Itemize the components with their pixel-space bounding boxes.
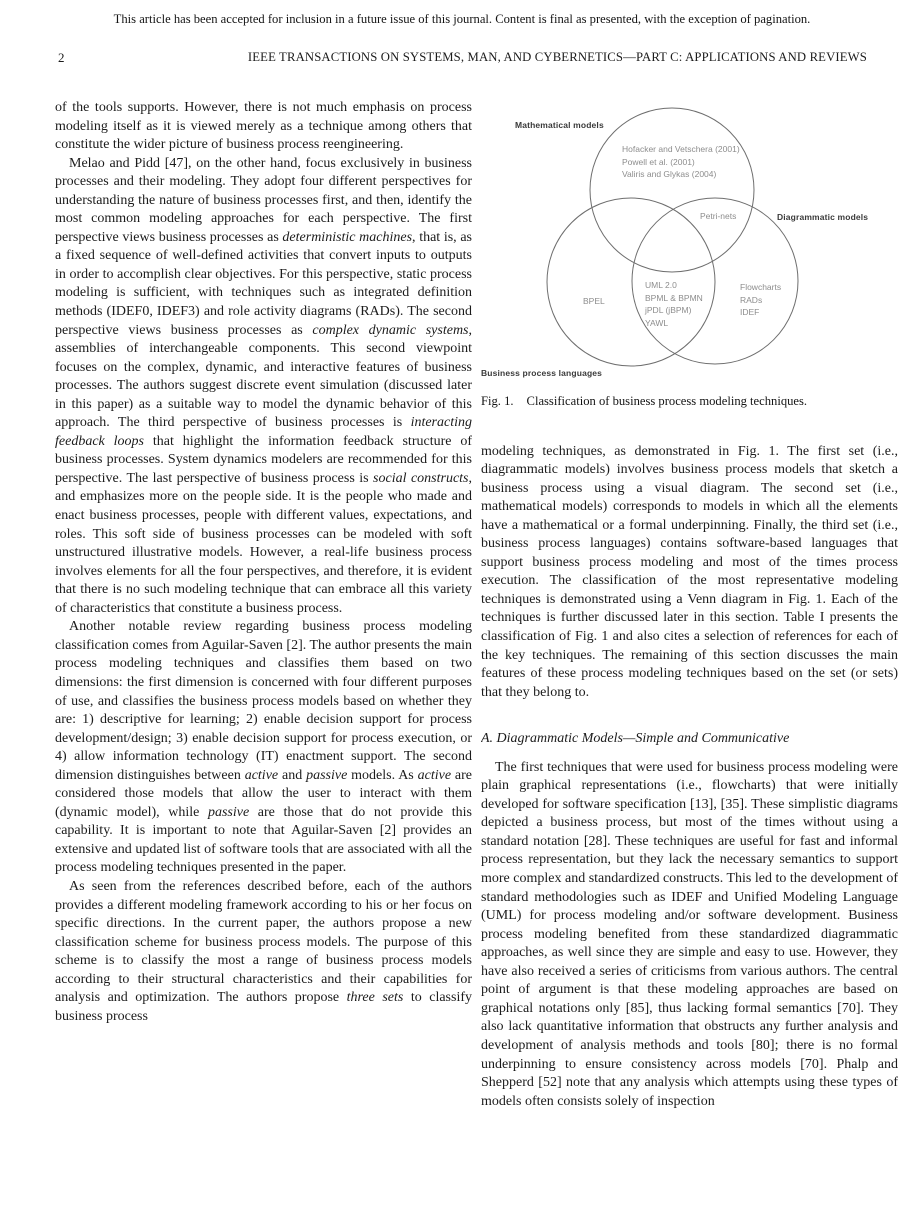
set-label-mathematical-models: Mathematical models — [515, 120, 604, 130]
all-three-intersection-items — [645, 279, 703, 330]
acceptance-notice: This article has been accepted for inclusion in a future issue of this journal. Content is final as presented, with the exception of pagination. — [113, 12, 811, 26]
figure-caption-text: Classification of business process modeling techniques. — [526, 394, 808, 408]
running-title: IEEE TRANSACTIONS ON SYSTEMS, MAN, AND CYBERNETICS—PART C: APPLICATIONS AND REVIEWS — [247, 50, 867, 64]
venn-item: BPML & BPMN — [645, 292, 703, 303]
venn-item: jPDL (jBPM) — [645, 305, 692, 316]
venn-item: IDEF — [740, 307, 760, 318]
venn-item: Flowcharts — [740, 282, 782, 292]
venn-item: YAWL — [645, 318, 669, 329]
venn-item: Powell et al. (2001) — [622, 156, 695, 167]
paragraph: The first techniques that were used for business process modeling were plain graphical representations (i.e., flowcharts) that were initially developed for software specification [13], [35]. These simplistic diagrams depicted a business process, but most of the times without using a standard notation [28]. These techniques are useful for fast and informal process representation, but they lack the necessary semantics to support more complex and standardized constructs. This led to the development of standard methodologies such as IDEF and Unified Modeling Language (UML) for process modeling and/or software development. Business process modeling benefited from these standardized diagrammatic approaches, as well since they are simple and easy to use. However, they have also received a series of criticisms from various authors. The central point of argument is that these modeling approaches are based on graphical notations only [85], thus lacking formal semantics [70]. They also lack quantitative information that obstructs any further analysis and development of analysis methods and tools [80]; there is no formal underpinning to ensure consistency across models [70]. Phalp and Shepperd [52] note that any analysis which attempts using these types of models often consists solely of inspection — [481, 759, 898, 1109]
paragraph: Melao and Pidd [47], on the other hand, focus exclusively in business processes and their modeling. They adopt four different perspectives for understanding the nature of business processes first, and then, identify the most common modeling approaches for each perspective. The first perspective views business processes as deterministic machines, that is, as a fixed sequence of well-defined activities that convert inputs to outputs in order to accomplish clear objectives. For this perspective, static process modeling is sufficient, with techniques such as integrated definition methods (IDEF0, IDEF3) and role activity diagrams (RADs). The second perspective views business processes as complex dynamic systems, assemblies of interchangeable components. This second viewpoint focuses on the complex, dynamic, and interactive features of business processes. The authors suggest discrete event simulation (discussed later in this paper) as a suitable way to model the dynamic behavior of this approach. The third perspective of business processes is interacting feedback loops that highlight the information feedback structure of business processes. System dynamics modelers are recommended for this perspective. The last perspective of business process is social constructs, and emphasizes more on the people side. It is the people who made and enact business processes, people with different values, expectations, and roles. This soft side of business processes can be modeled with soft unstructured illustrative models. However, a real-life business process involves elements for all the four perspectives, and therefore, it is evident that there is no such modeling technique that can embrace all this variety of characteristics that constitute a business process. — [55, 155, 472, 616]
paragraph: of the tools supports. However, there is not much emphasis on process modeling itself as it is viewed merely as a technique among others that constitute the wider picture of business process reengineering. — [55, 100, 472, 153]
set-label-business-process-languages: Business process languages — [481, 368, 603, 378]
venn-diagram — [481, 93, 898, 389]
mathematical-models-circle — [590, 108, 754, 272]
math-diagram-intersection-item: Petri-nets — [700, 211, 737, 221]
page-number: 2 — [58, 50, 65, 65]
venn-item: Valiris and Glykas (2004) — [622, 169, 717, 180]
figure-1 — [481, 93, 898, 411]
paragraph: modeling techniques, as demonstrated in Fig. 1. The first set (i.e., diagrammatic models) involves business process models that sketch a business process using a visual diagram. The second set (i.e., mathematical models) corresponds to models in which all the elements have a mathematical or a formal underpinning. Finally, the third set (i.e., business process languages) contains software-based languages that support business process modeling and most of the times process execution. The classification of the most representative modeling techniques is demonstrated using a Venn diagram in Fig. 1. Each of the techniques is further discussed later in this section. Table I presents the classification of Fig. 1 and also cites a selection of references for each of the key techniques. The remaining of this section discusses the main features of these process modeling techniques based on the set (or sets) that they belong to. — [481, 443, 898, 700]
figure-caption — [481, 392, 898, 411]
right-column — [481, 93, 898, 1169]
paragraph: As seen from the references described before, each of the authors provides a different modeling framework according to his or her focus on specific directions. In the current paper, the authors propose a new classification scheme for business process models. The purpose of this scheme is to classify the most a range of business process models according to their structural characteristics and their capabilities for analysis and optimization. The authors propose three sets to classify business process — [55, 878, 472, 1024]
left-column — [55, 99, 472, 1169]
paragraph: Another notable review regarding business process modeling classification comes from Aguilar-Saven [2]. The author presents the main process modeling techniques and classifies them based on two dimensions: the first dimension is concerned with four different purposes of use, and classifies the business process models based on whether they are: 1) descriptive for learning; 2) enable decision support for process development/design; 3) enable decision support for process execution, or 4) allow information technology (IT) enactment support. The second dimension distinguishes between active and passive models. As active are considered those models that allow the user to interact with them (dynamic model), while passive are those that do not provide this capability. It is important to note that Aguilar-Saven [2] provides an extensive and updated list of software tools that are associated with all the process modeling techniques presented in the paper. — [55, 619, 472, 876]
venn-item: UML 2.0 — [645, 280, 677, 290]
venn-circles — [481, 93, 898, 389]
figure-caption-label: Fig. 1. — [481, 394, 514, 408]
business-process-languages-item: BPEL — [583, 296, 605, 306]
set-label-diagrammatic-models: Diagrammatic models — [777, 212, 869, 222]
mathematical-models-items — [622, 143, 740, 181]
section-heading: A. Diagrammatic Models—Simple and Communicative — [481, 731, 790, 747]
diagrammatic-models-items — [740, 281, 781, 319]
venn-item: RADs — [740, 294, 763, 305]
venn-item: Hofacker and Vetschera (2001) — [622, 144, 740, 154]
